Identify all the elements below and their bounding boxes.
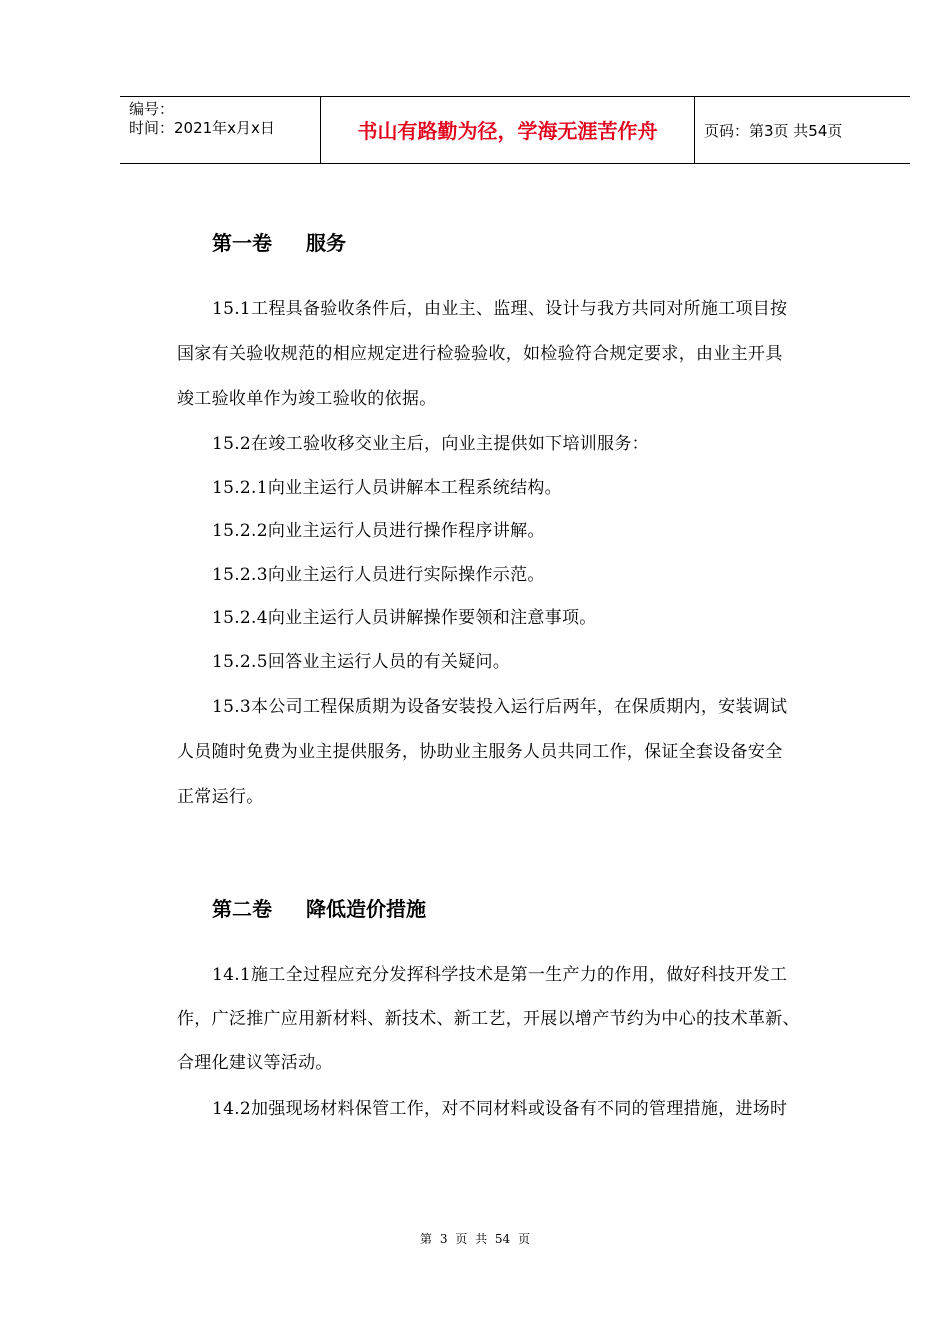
- body-line: 14.1施工全过程应充分发挥科学技术是第一生产力的作用，做好科技开发工: [212, 965, 788, 985]
- body-line: 15.2.5回答业主运行人员的有关疑问。: [212, 652, 511, 672]
- section-volume-label: 第二卷: [212, 897, 272, 921]
- header-page-cell: [695, 97, 910, 163]
- body-line: 15.2.1向业主运行人员讲解本工程系统结构。: [212, 478, 562, 498]
- body-line: 合理化建议等活动。: [177, 1053, 333, 1073]
- body-line: 正常运行。: [177, 787, 264, 807]
- body-line: 15.1工程具备验收条件后，由业主、监理、设计与我方共同对所施工项目按: [212, 299, 788, 319]
- body-line: 国家有关验收规范的相应规定进行检验验收，如检验符合规定要求，由业主开具: [177, 344, 783, 364]
- section-title: 服务: [306, 231, 346, 255]
- section-heading-1: [212, 231, 346, 255]
- body-line: 14.2加强现场材料保管工作，对不同材料或设备有不同的管理措施，进场时: [212, 1099, 788, 1119]
- body-line: 15.2.2向业主运行人员进行操作程序讲解。: [212, 521, 545, 541]
- document-number-label: 编号：: [129, 100, 175, 118]
- section-volume-label: 第一卷: [212, 231, 272, 255]
- body-line: 15.2.3向业主运行人员进行实际操作示范。: [212, 565, 545, 585]
- section-heading-2: [212, 897, 426, 921]
- header-motto-cell: [321, 97, 695, 163]
- document-time-label: 时间：2021年x月x日: [129, 119, 275, 137]
- header-motto: 书山有路勤为径，学海无涯苦作舟: [357, 119, 658, 143]
- section-title: 降低造价措施: [306, 897, 426, 921]
- body-line: 竣工验收单作为竣工验收的依据。: [177, 389, 437, 409]
- body-line: 15.2在竣工验收移交业主后，向业主提供如下培训服务：: [212, 434, 649, 454]
- document-header: [120, 96, 910, 164]
- body-line: 15.2.4向业主运行人员讲解操作要领和注意事项。: [212, 608, 597, 628]
- body-line: 人员随时免费为业主提供服务，协助业主服务人员共同工作，保证全套设备安全: [177, 742, 783, 762]
- header-meta-cell: [120, 97, 321, 163]
- page-footer: 第 3 页 共 54 页: [420, 1232, 530, 1246]
- header-page-info: 页码：第3页 共54页: [704, 122, 843, 140]
- body-line: 作，广泛推广应用新材料、新技术、新工艺，开展以增产节约为中心的技术革新、: [177, 1009, 800, 1029]
- body-line: 15.3本公司工程保质期为设备安装投入运行后两年，在保质期内，安装调试: [212, 697, 788, 717]
